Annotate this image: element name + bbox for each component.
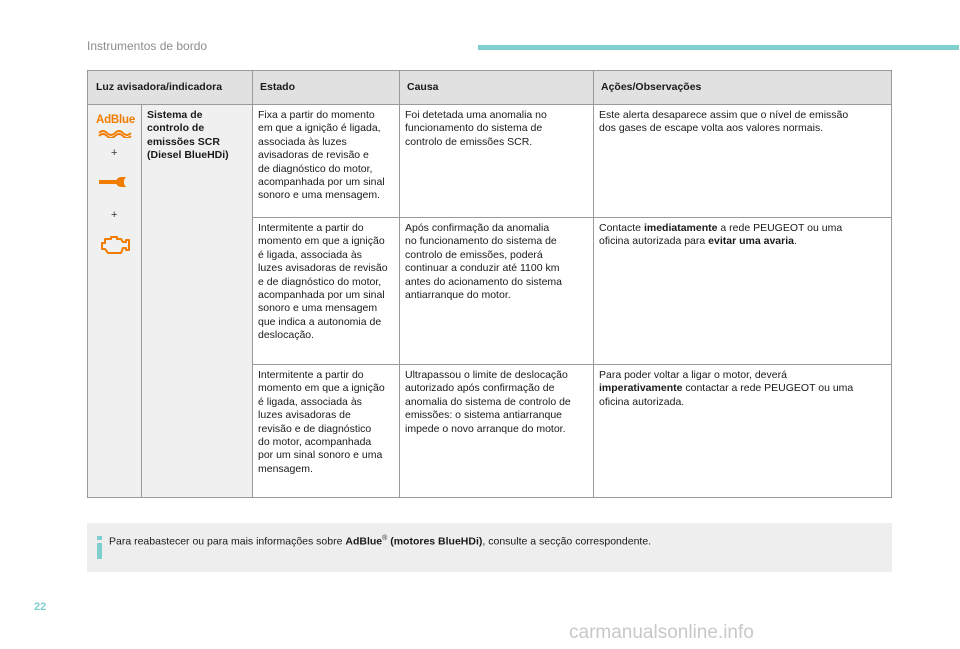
row1-causa [399,109,593,149]
row2-estado [252,222,399,343]
text-line: Intermitente a partir do [258,369,364,381]
text-line: sonoro e uma mensagem [258,302,378,315]
system-name-line: Sistema de [147,109,203,121]
text-line: associada às luzes [258,135,347,148]
text-line: luzes avisadoras de [258,409,351,422]
text-line: Fixa a partir do momento [258,109,375,121]
row-divider [252,364,891,365]
text-line: sonoro e uma mensagem. [258,189,380,202]
text-line: de diagnóstico do motor, [258,162,373,175]
column-header-acoes: Ações/Observações [601,81,702,93]
info-note-text [109,535,651,548]
emphasis-text: imediatamente [643,222,718,234]
text-line [599,382,891,395]
text-line: oficina autorizada. [599,395,685,408]
text-line: impede o novo arranque do motor. [405,422,566,435]
warning-lights-table [87,70,892,498]
plus-sign: + [111,147,118,159]
system-name-line: (Diesel BlueHDi) [147,149,229,162]
text-line: mensagem. [258,462,313,475]
emphasis-text: evitar uma avaria [708,235,794,248]
row3-causa [399,369,593,436]
text-line: no funcionamento do sistema de [405,235,557,248]
text-span: oficina autorizada para [599,235,709,248]
text-line: antiarranque do motor. [405,289,511,302]
row-divider [252,217,891,218]
text-line: Ultrapassou o limite de deslocação [405,369,568,381]
text-line: do motor, acompanhada [258,436,372,449]
icon-column [88,105,141,497]
info-note [87,523,892,572]
text-line: antes do acionamento do sistema [405,275,563,288]
row3-estado [252,369,399,476]
emphasis-text: (motores BlueHDi) [387,535,483,548]
text-span: Contacte [599,222,644,234]
text-line: dos gases de escape volta aos valores normais. [599,122,824,135]
row2-acoes [593,222,891,249]
row1-estado [252,109,399,203]
text-line: Foi detetada uma anomalia no [405,109,547,121]
text-line: momento em que a ignição [258,235,385,248]
system-name-line: controlo de [147,122,205,135]
text-line [599,235,891,248]
emphasis-text: imperativamente [599,382,683,395]
text-line: por um sinal sonoro e uma [258,449,383,462]
text-line: momento em que a ignição [258,382,385,395]
adblue-icon [96,114,136,136]
emphasis-text: AdBlue [345,535,383,548]
text-line: emissões: o sistema antiarranque [405,409,562,422]
text-line: é ligada, associada às [258,395,362,408]
text-line: acompanhada por um sinal [258,289,385,302]
system-column [141,105,252,497]
text-line: continuar a conduzir até 1100 km [405,262,560,275]
page-section-title: Instrumentos de bordo [87,39,208,53]
row1-acoes [593,109,891,136]
text-line: revisão e de diagnóstico [258,422,372,435]
text-line: deslocação. [258,329,315,342]
text-line [599,222,891,235]
system-name [141,109,252,163]
text-line: avisadoras de revisão e [258,149,369,162]
wrench-icon [99,174,131,190]
text-span: a rede PEUGEOT ou uma [717,222,843,234]
text-line: Após confirmação da anomalia [405,222,550,234]
text-line: Intermitente a partir do [258,222,364,234]
column-divider [141,105,142,497]
registered-mark: ® [382,535,388,542]
column-header-luz: Luz avisadora/indicadora [96,81,223,93]
system-name-line: emissões SCR [147,135,220,148]
table-header [88,71,891,105]
text-span: . [793,235,797,248]
text-line: funcionamento do sistema de [405,122,543,135]
text-line: que indica a autonomia de [258,315,382,328]
text-span: contactar a rede PEUGEOT ou uma [682,382,854,395]
plus-sign: + [111,209,118,221]
text-span: , consulte a secção correspondente. [482,535,652,548]
column-header-causa: Causa [407,81,439,93]
row3-acoes [593,369,891,409]
text-line: autorizado após confirmação de [405,382,555,395]
engine-icon [99,234,131,256]
text-line: é ligada, associada às [258,248,362,261]
adblue-icon-label: AdBlue [96,114,136,126]
header-accent-bar [478,45,959,50]
text-line: anomalia do sistema de controlo de [405,395,571,408]
text-line: acompanhada por um sinal [258,176,385,189]
text-line: e de diagnóstico do motor, [258,275,382,288]
text-line: Este alerta desaparece assim que o nível de emissão [599,109,849,121]
text-line: luzes avisadoras de revisão [258,262,388,275]
text-line: controlo de emissões, poderá [405,248,543,261]
text-span: Para reabastecer ou para mais informações sobre [109,535,346,548]
info-icon [95,533,105,561]
row2-causa [399,222,593,302]
text-line: Para poder voltar a ligar o motor, deverá [599,369,787,381]
page-number: 22 [34,601,47,613]
watermark: carmanualsonline.info [569,622,754,643]
text-line: controlo de emissões SCR. [405,135,533,148]
column-header-estado: Estado [260,81,296,93]
text-line: em que a ignição é ligada, [258,122,381,135]
